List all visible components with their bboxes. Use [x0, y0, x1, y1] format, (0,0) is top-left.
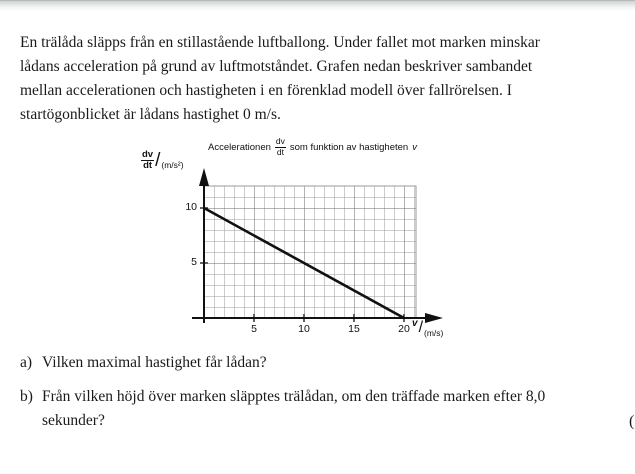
slash-glyph: / [418, 319, 424, 336]
questions [20, 351, 620, 443]
y-axis-unit: (m/s²) [161, 160, 184, 171]
x-tick-label: 10 [298, 323, 310, 335]
problem-line: mellan accelerationen och hastigheten i en förenklad modell över fallrörelsen. I [20, 82, 512, 99]
y-axis-label [141, 150, 184, 172]
question-b-label: b) [20, 388, 33, 405]
x-axis-arrow-icon [425, 313, 443, 323]
y-tick-label: 10 [185, 201, 197, 213]
fraction-denominator: dt [276, 146, 284, 157]
problem-line: startögonblicket är lådans hastighet 0 m/s. [20, 106, 281, 123]
x-axis-variable: v [412, 318, 418, 329]
fraction-numerator: dv [275, 136, 285, 147]
x-tick-label: 15 [348, 323, 360, 335]
y-tick-label: 5 [191, 256, 197, 268]
question-b-text: Från vilken höjd över marken släpptes trälådan, om den träffade marken efter 8,0 sekunder? [42, 388, 546, 429]
dvdt-fraction [141, 150, 154, 172]
chart-canvas [190, 160, 450, 340]
page-edge-mark: ( [629, 413, 635, 430]
question-a-text: Vilken maximal hastighet får lådan? [42, 354, 267, 371]
question-a [20, 351, 620, 375]
chart-title-prefix: Accelerationen [208, 141, 271, 153]
fraction-numerator: dv [142, 149, 154, 160]
slash-glyph: / [155, 150, 161, 172]
problem-line: lådans acceleration på grund av luftmotståndet. Grafen nedan beskriver sambandet [20, 58, 533, 75]
x-tick-label: 5 [251, 323, 257, 335]
dvdt-fraction [275, 137, 286, 157]
chart-title-variable: v [412, 141, 417, 153]
question-b [20, 385, 620, 433]
y-axis-arrow-icon [199, 168, 209, 186]
fraction-denominator: dt [143, 160, 153, 172]
question-a-label: a) [20, 354, 33, 371]
problem-statement [20, 31, 620, 127]
grid [204, 186, 416, 318]
chart-title [185, 136, 440, 158]
x-axis-unit: (m/s) [424, 327, 444, 338]
acceleration-velocity-chart [185, 160, 450, 340]
page-top-shadow [0, 0, 635, 11]
x-tick-label: 20 [398, 323, 410, 335]
problem-line: En trälåda släpps från en stillastående luftballong. Under fallet mot marken minskar [20, 34, 540, 51]
chart-title-suffix: som funktion av hastigheten [289, 141, 409, 153]
